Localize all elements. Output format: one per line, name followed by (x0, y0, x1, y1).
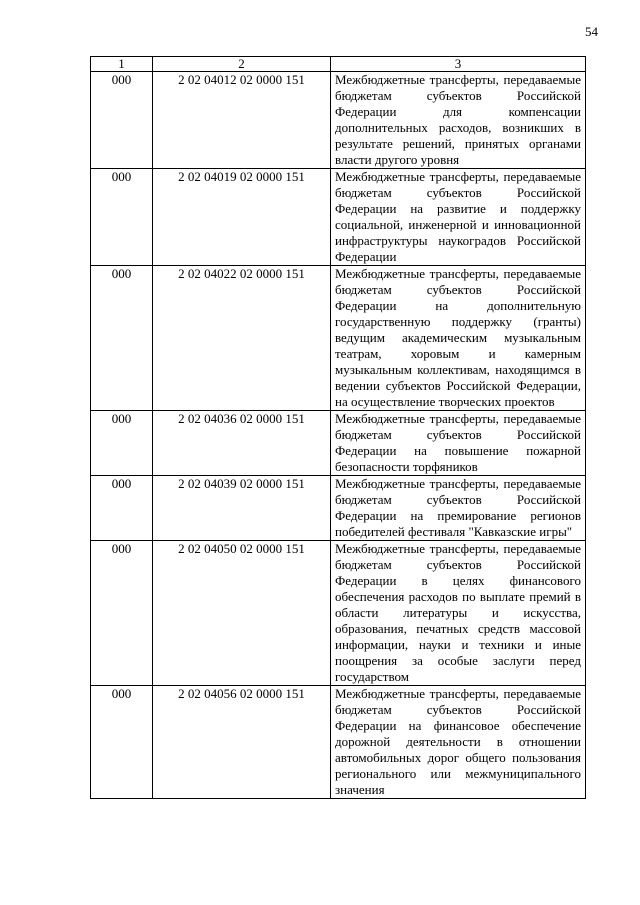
admin-code-cell: 000 (91, 476, 153, 541)
description-cell: Межбюджетные трансферты, передаваемые бюджетам субъектов Российской Федерации для компенсации дополнительных расходов, возникших в результате решений, принятых органами власти другого уровня (331, 72, 586, 169)
admin-code-cell: 000 (91, 411, 153, 476)
column-header-2: 2 (153, 57, 331, 72)
table-row (91, 266, 586, 411)
classification-code-cell: 2 02 04056 02 0000 151 (153, 686, 331, 799)
description-cell: Межбюджетные трансферты, передаваемые бюджетам субъектов Российской Федерации в целях финансового обеспечения расходов по выплате премий в области литературы и искусства, образования, печатных средств массовой информации, науки и техники и иные поощрения за особые заслуги перед государством (331, 541, 586, 686)
table-row (91, 169, 586, 266)
admin-code-cell: 000 (91, 266, 153, 411)
column-header-1: 1 (91, 57, 153, 72)
admin-code-cell: 000 (91, 541, 153, 686)
table-row (91, 411, 586, 476)
description-cell: Межбюджетные трансферты, передаваемые бюджетам субъектов Российской Федерации на финансовое обеспечение дорожной деятельности в отношении автомобильных дорог общего пользования регионального или межмуниципального значения (331, 686, 586, 799)
admin-code-cell: 000 (91, 169, 153, 266)
budget-classification-table (90, 56, 586, 799)
admin-code-cell: 000 (91, 72, 153, 169)
description-cell: Межбюджетные трансферты, передаваемые бюджетам субъектов Российской Федерации на развитие и поддержку социальной, инженерной и инновационной инфраструктуры наукоградов Российской Федерации (331, 169, 586, 266)
classification-code-cell: 2 02 04022 02 0000 151 (153, 266, 331, 411)
classification-code-cell: 2 02 04036 02 0000 151 (153, 411, 331, 476)
table-row (91, 72, 586, 169)
table-header-row (91, 57, 586, 72)
table-row (91, 541, 586, 686)
admin-code-cell: 000 (91, 686, 153, 799)
classification-code-cell: 2 02 04012 02 0000 151 (153, 72, 331, 169)
page-number: 54 (585, 24, 598, 39)
classification-code-cell: 2 02 04050 02 0000 151 (153, 541, 331, 686)
classification-code-cell: 2 02 04019 02 0000 151 (153, 169, 331, 266)
description-cell: Межбюджетные трансферты, передаваемые бюджетам субъектов Российской Федерации на премирование регионов победителей фестиваля "Кавказские игры" (331, 476, 586, 541)
description-cell: Межбюджетные трансферты, передаваемые бюджетам субъектов Российской Федерации на дополнительную государственную поддержку (гранты) ведущим академическим музыкальным театрам, хоровым и камерным музыкальным коллективам, находящимся в ведении субъектов Российской Федерации, на осуществление творческих проектов (331, 266, 586, 411)
table-row (91, 686, 586, 799)
description-cell: Межбюджетные трансферты, передаваемые бюджетам субъектов Российской Федерации на повышение пожарной безопасности торфяников (331, 411, 586, 476)
column-header-3: 3 (331, 57, 586, 72)
classification-code-cell: 2 02 04039 02 0000 151 (153, 476, 331, 541)
table-row (91, 476, 586, 541)
